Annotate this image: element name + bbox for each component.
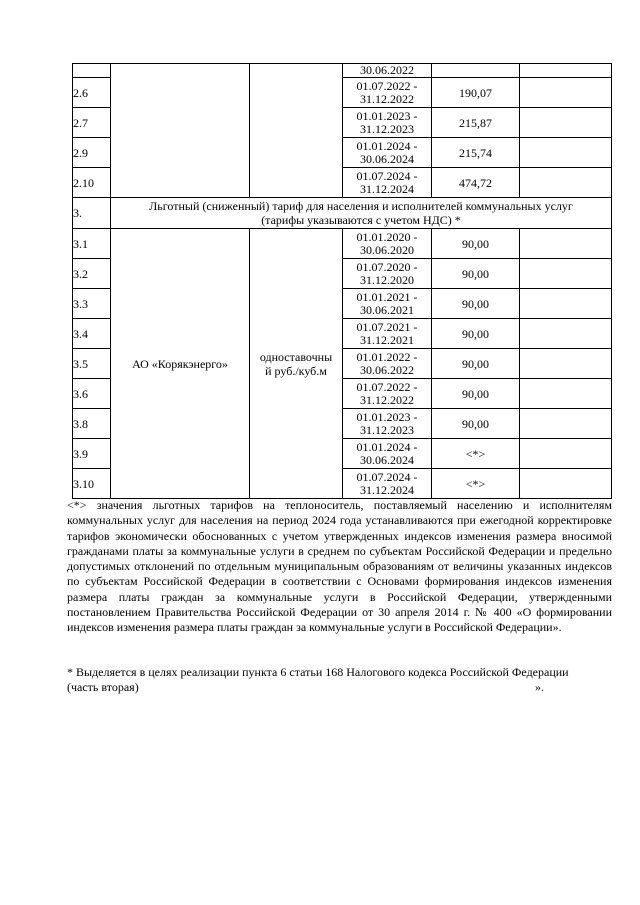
row-num: 2.7 [73, 108, 111, 138]
spacer-cell [520, 289, 612, 319]
spacer-cell [520, 229, 612, 259]
row-num: 3.5 [73, 349, 111, 379]
value-cell: 474,72 [432, 168, 520, 198]
footnote-line1: * Выделяется в целях реализации пункта 6 статьи 168 Налогового кодекса Российской Федерации [67, 665, 569, 679]
value-cell: 90,00 [432, 409, 520, 439]
period-cell: 01.07.2021 - 31.12.2021 [343, 319, 432, 349]
table-row [73, 64, 612, 78]
notes-block [67, 498, 612, 636]
spacer-cell [520, 439, 612, 469]
asterisk-note: <*> значения льготных тарифов на теплоноситель, поставляемый населению и исполнителям коммунальных услуг для населения на период 2024 года устанавливаются при ежегодной корректировке тарифов экономически обоснованных с учетом утвержденных индексов изменения размера вносимой гражданами платы за коммунальные услуги в среднем по субъектам Российской Федерации и предельно допустимых отклонений по отдельным муниципальным образованиям от величины указанных индексов по субъектам Российской Федерации в соответствии с Основами формирования индексов изменения размера платы граждан за коммунальные услуги в Российской Федерации, утвержденными постановлением Правительства Российской Федерации от 30 апреля 2014 г. № 400 «О формировании индексов изменения размера платы граждан за коммунальные услуги в Российской Федерации». [67, 498, 612, 635]
tariff-type-cell: одноставочны й руб./куб.м [250, 229, 343, 499]
row-num: 3.4 [73, 319, 111, 349]
period-cell: 01.07.2024 - 31.12.2024 [343, 168, 432, 198]
table-row [73, 229, 612, 259]
value-cell: <*> [432, 469, 520, 499]
value-cell [432, 64, 520, 78]
period-cell: 01.01.2020 - 30.06.2020 [343, 229, 432, 259]
period-cell: 01.01.2024 - 30.06.2024 [343, 138, 432, 168]
period-cell: 01.07.2020 - 31.12.2020 [343, 259, 432, 289]
row-num: 3.3 [73, 289, 111, 319]
footnote-line2-right: ». [535, 680, 544, 694]
spacer-cell [520, 409, 612, 439]
company-cell: АО «Корякэнерго» [111, 229, 250, 499]
value-cell: 90,00 [432, 229, 520, 259]
value-cell: 90,00 [432, 289, 520, 319]
footnote-line2-left: (часть вторая) [67, 680, 139, 694]
row-num: 3.8 [73, 409, 111, 439]
section-header-row [73, 198, 612, 229]
spacer-cell [520, 469, 612, 499]
num-cell [73, 64, 111, 78]
row-num: 2.6 [73, 78, 111, 108]
spacer-cell [520, 259, 612, 289]
spacer-cell [520, 138, 612, 168]
period-cell: 01.01.2022 - 30.06.2022 [343, 349, 432, 379]
row-num: 3.2 [73, 259, 111, 289]
spacer-cell [520, 349, 612, 379]
spacer-cell [520, 168, 612, 198]
period-cell: 01.07.2024 - 31.12.2024 [343, 469, 432, 499]
row-num: 2.10 [73, 168, 111, 198]
spacer-cell [520, 319, 612, 349]
company-cell [111, 64, 250, 198]
period-cell: 01.07.2022 - 31.12.2022 [343, 78, 432, 108]
value-cell: 90,00 [432, 349, 520, 379]
tariff-table [72, 63, 612, 499]
period-cell: 01.07.2022 - 31.12.2022 [343, 379, 432, 409]
row-num: 3. [73, 198, 111, 229]
section-title: Льготный (сниженный) тариф для населения и исполнителей коммунальных услуг (тарифы указываются с учетом НДС) * [111, 198, 612, 229]
value-cell: 90,00 [432, 259, 520, 289]
tariff-type-cell [250, 64, 343, 198]
period-cell: 01.01.2021 - 30.06.2021 [343, 289, 432, 319]
period-cell: 01.01.2023 - 31.12.2023 [343, 108, 432, 138]
row-num: 3.6 [73, 379, 111, 409]
period-cell: 01.01.2024 - 30.06.2024 [343, 439, 432, 469]
value-cell: 90,00 [432, 379, 520, 409]
value-cell: <*> [432, 439, 520, 469]
spacer-cell [520, 64, 612, 78]
footnote-block [67, 665, 612, 695]
period-cell: 30.06.2022 [343, 64, 432, 78]
row-num: 3.9 [73, 439, 111, 469]
value-cell: 190,07 [432, 78, 520, 108]
value-cell: 90,00 [432, 319, 520, 349]
spacer-cell [520, 379, 612, 409]
period-cell: 01.01.2023 - 31.12.2023 [343, 409, 432, 439]
row-num: 2.9 [73, 138, 111, 168]
spacer-cell [520, 108, 612, 138]
value-cell: 215,74 [432, 138, 520, 168]
footnote-line2 [67, 680, 612, 695]
row-num: 3.1 [73, 229, 111, 259]
value-cell: 215,87 [432, 108, 520, 138]
row-num: 3.10 [73, 469, 111, 499]
spacer-cell [520, 78, 612, 108]
